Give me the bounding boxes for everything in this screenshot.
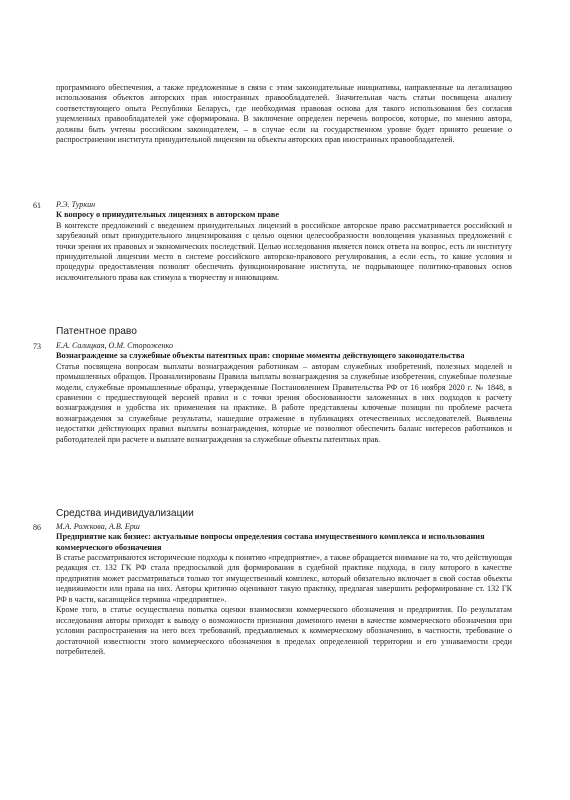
article-authors: Р.Э. Туркин: [56, 200, 96, 209]
article-abstract-part2: Кроме того, в статье осуществлена попытка оценки взаимосвязи коммерческого обозначения и предприятия. По результатам исследования авторы приходят к выводу о возможности признания доменного имени в качестве коммерческого обозначения при условии распространения на него всех требований, предъявляемых к коммерческому обозначению, в частности, требование о достаточной известности этого коммерческого обозначения в пределах определенной территории и его узнаваемости среди потребителей.: [56, 605, 512, 656]
article-authors: М.А. Рожкова, А.В. Ерш: [56, 522, 140, 531]
article-entry: [56, 522, 512, 657]
article-title: К вопросу о принудительных лицензиях в авторском праве: [56, 210, 280, 220]
article-authors: Е.А. Салицкая, О.М. Стороженко: [56, 341, 174, 350]
article-entry: [56, 200, 512, 283]
intro-paragraph: программного обеспечения, а также предложенные в связи с этим законодательные инициативы, направленные на легализацию использования объектов авторских прав иностранных правообладателей. Значительная часть статьи посвящена анализу соответствующего опыта Республики Беларусь, где необходимая правовая основа для такого использования без согласия ущемленных правообладателей уже сформирована. В заключение определен перечень вопросов, которые, по мнению автора, должны быть учтены российским законодателем, – в случае если на государственном уровне будет принято решение о распространении института принудительной лицензии на объекты авторских прав иностранных правообладателей.: [56, 83, 512, 145]
section-heading: Средства индивидуализации: [56, 508, 194, 519]
page-number: 73: [33, 342, 41, 351]
article-abstract-part1: В статье рассматриваются исторические подходы к понятию «предприятие», а также обращается внимание на то, что действующая редакция ст. 132 ГК РФ стала предпосылкой для формирования в судебной практике подхода, в силу которого в качестве предприятия может рассматриваться только тот имущественный комплекс, который обязательно включает в свой состав объекты недвижимости или права на них. Авторы критично оценивают такую практику, предлагая завершить реформирование ст. 132 ГК РФ в части, касающейся термина «предприятие».: [56, 552, 512, 604]
page-number: 86: [33, 523, 41, 532]
intro-block: [56, 83, 512, 146]
article-abstract: В контексте предложений с введением принудительных лицензий в российское авторское право рассматривается российский и зарубежный опыт принудительного лицензирования с целью оценки целесообразности воплощения указанных предложений с точки зрения их правовых и экономических последствий. Целью исследования является поиск ответа на вопрос, есть ли институту принудительной лицензии место в системе российского авторско-правового регулирования, а если есть, то какие условия и процедуры предоставления позволят обеспечить функционирование института, не подрывающее политико-правовых основ исключительного права как стимула к творчеству и инновациям.: [56, 220, 512, 282]
article-title: Предприятие как бизнес: актуальные вопросы определения состава имущественного комплекса и использования коммерческого обозначения: [56, 532, 485, 552]
section-heading: Патентное право: [56, 326, 137, 337]
page-number: 61: [33, 201, 41, 210]
article-entry: [56, 341, 512, 445]
article-abstract: Статья посвящена вопросам выплаты вознаграждения работникам – авторам служебных изобретений, полезных моделей и промышленных образцов. Проанализированы Правила выплаты вознаграждения за служебные изобретения, служебные полезные модели, служебные промышленные образцы, утвержденные Постановлением Правительства РФ от 16 ноября 2020 г. № 1848, в сравнении с предшествующей версией правил и с точки зрения обоснованности заложенных в них подходов к расчету вознаграждения и удобства их применения на практике. В работе представлены ключевые позиции по проблеме расчета вознаграждения за служебные результаты, нашедшие отражение в публикациях отечественных исследователей. Выявлены недостатки действующих правил выплаты вознаграждения, которые не позволяют обеспечить баланс интересов работников и работодателей при расчете и выплате вознаграждения за служебные объекты патентных прав.: [56, 361, 512, 444]
article-title: Вознаграждение за служебные объекты патентных прав: спорные моменты действующего законодательства: [56, 351, 465, 361]
